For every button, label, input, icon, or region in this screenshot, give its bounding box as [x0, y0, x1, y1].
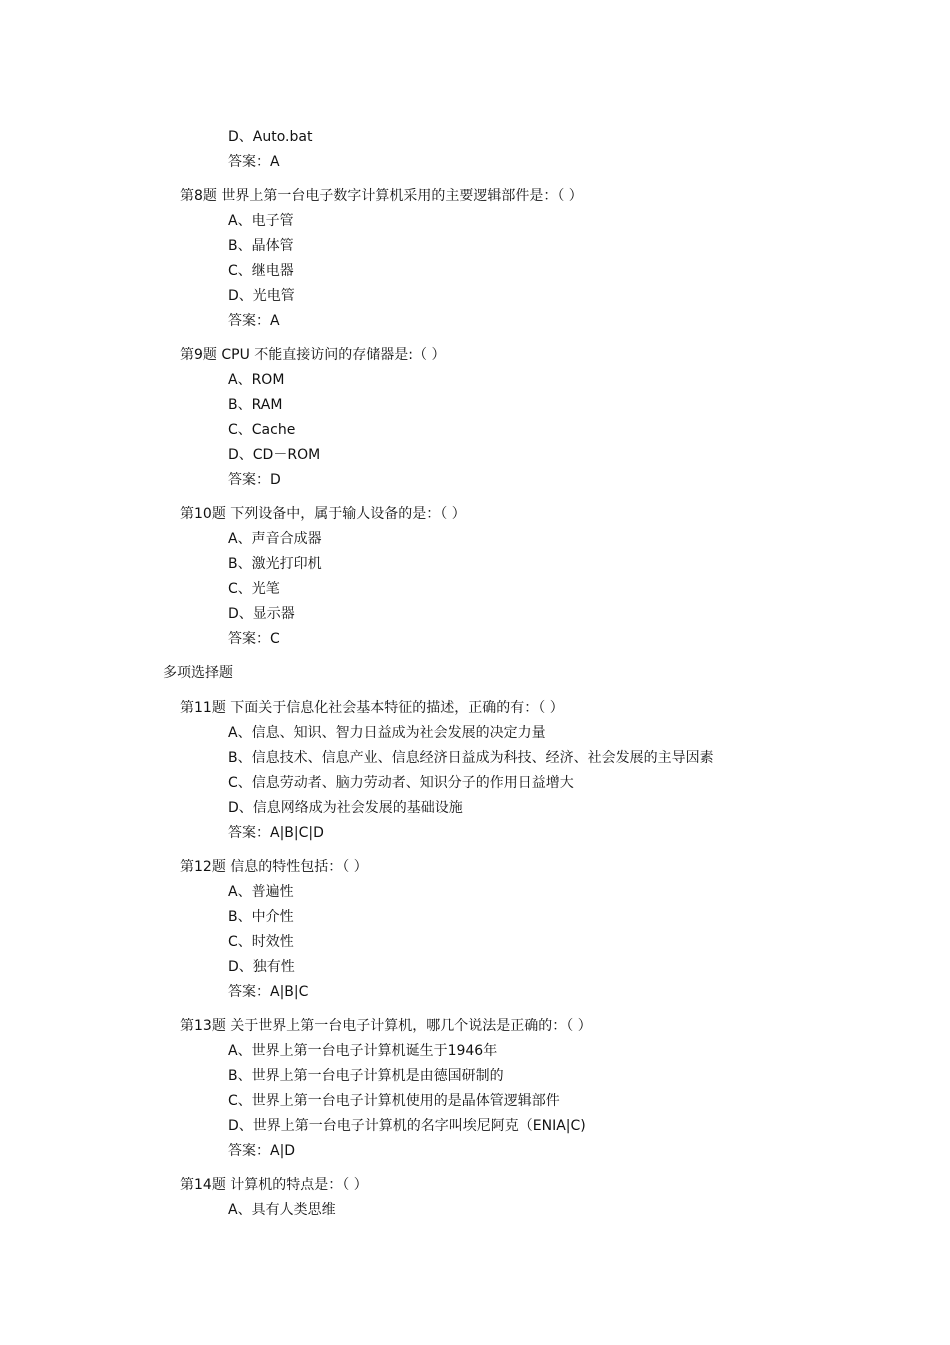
option-b: B、RAM [228, 397, 283, 413]
answer: 答案：A|B|C|D [228, 825, 324, 841]
question-10-title: 第10题 下列设备中，属于输人设备的是：（ ） [180, 506, 466, 522]
question-12-title: 第12题 信息的特性包括：（ ） [180, 859, 368, 875]
option-c: C、光笔 [228, 581, 280, 597]
question-11-title: 第11题 下面关于信息化社会基本特征的描述，正确的有：（ ） [180, 700, 564, 716]
section-heading: 多项选择题 [163, 665, 233, 681]
option-d: D、信息网络成为社会发展的基础设施 [228, 800, 463, 816]
answer: 答案：A [228, 313, 280, 329]
option-d: D、Auto.bat [228, 129, 313, 145]
option-b: B、中介性 [228, 909, 294, 925]
option-c: C、Cache [228, 422, 296, 438]
option-c: C、继电器 [228, 263, 294, 279]
option-d: D、世界上第一台电子计算机的名字叫埃尼阿克（ENIA|C) [228, 1118, 586, 1134]
question-13-title: 第13题 关于世界上第一台电子计算机，哪几个说法是正确的：（ ） [180, 1018, 592, 1034]
option-b: B、激光打印机 [228, 556, 322, 572]
answer: 答案：C [228, 631, 280, 647]
option-a: A、ROM [228, 372, 285, 388]
option-a: A、具有人类思维 [228, 1202, 336, 1218]
option-c: C、时效性 [228, 934, 294, 950]
option-c: C、世界上第一台电子计算机使用的是晶体管逻辑部件 [228, 1093, 560, 1109]
question-14-title: 第14题 计算机的特点是：（ ） [180, 1177, 368, 1193]
option-a: A、声音合成器 [228, 531, 322, 547]
question-8-title: 第8题 世界上第一台电子数字计算机采用的主要逻辑部件是：（ ） [180, 188, 583, 204]
option-d: D、显示器 [228, 606, 295, 622]
answer: 答案：D [228, 472, 281, 488]
option-a: A、信息、知识、智力日益成为社会发展的决定力量 [228, 725, 546, 741]
question-9-title: 第9题 CPU 不能直接访问的存储器是:（ ） [180, 347, 446, 363]
option-d: D、独有性 [228, 959, 295, 975]
option-a: A、世界上第一台电子计算机诞生于1946年 [228, 1043, 498, 1059]
answer: 答案：A|D [228, 1143, 296, 1159]
option-b: B、信息技术、信息产业、信息经济日益成为科技、经济、社会发展的主导因素 [228, 750, 714, 766]
option-a: A、电子管 [228, 213, 294, 229]
option-d: D、CD－ROM [228, 447, 321, 463]
option-d: D、光电管 [228, 288, 295, 304]
option-b: B、世界上第一台电子计算机是由德国研制的 [228, 1068, 504, 1084]
answer: 答案：A [228, 154, 280, 170]
answer: 答案：A|B|C [228, 984, 309, 1000]
option-a: A、普遍性 [228, 884, 294, 900]
option-b: B、晶体管 [228, 238, 294, 254]
option-c: C、信息劳动者、脑力劳动者、知识分子的作用日益增大 [228, 775, 574, 791]
